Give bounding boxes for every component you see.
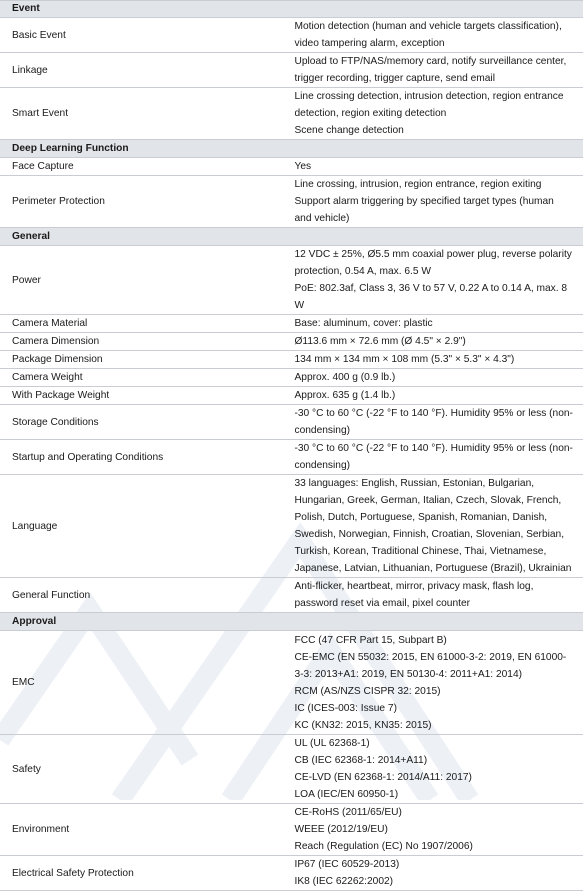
top-border xyxy=(0,0,583,1)
spec-label: Safety xyxy=(0,735,292,804)
spec-label: Package Dimension xyxy=(0,351,292,369)
spec-value-line: WEEE (2012/19/EU) xyxy=(295,821,574,838)
spec-value-line: Upload to FTP/NAS/memory card, notify surveillance center, trigger recording, trigger capture, send email xyxy=(295,53,574,87)
spec-label: Camera Material xyxy=(0,315,292,333)
spec-row xyxy=(0,631,583,735)
spec-value-line: FCC (47 CFR Part 15, Subpart B) xyxy=(295,632,574,649)
spec-value-line: Anti-flicker, heartbeat, mirror, privacy mask, flash log, password reset via email, pixel counter xyxy=(295,578,574,612)
spec-value xyxy=(292,246,583,315)
spec-value-line: RCM (AS/NZS CISPR 32: 2015) xyxy=(295,683,574,700)
spec-label: Environment xyxy=(0,804,292,856)
spec-value-line: Motion detection (human and vehicle targets classification), video tampering alarm, exception xyxy=(295,18,574,52)
spec-row xyxy=(0,475,583,578)
spec-value-line: Scene change detection xyxy=(295,122,574,139)
spec-value xyxy=(292,176,583,228)
section-title: Approval xyxy=(0,613,583,631)
spec-value xyxy=(292,351,583,369)
spec-row xyxy=(0,88,583,140)
spec-row xyxy=(0,369,583,387)
spec-value xyxy=(292,18,583,53)
spec-value xyxy=(292,856,583,891)
spec-value-line: 134 mm × 134 mm × 108 mm (5.3" × 5.3" × 4.3") xyxy=(295,351,574,368)
spec-value-line: Line crossing detection, intrusion detection, region entrance detection, region exiting detection xyxy=(295,88,574,122)
spec-label: Storage Conditions xyxy=(0,405,292,440)
spec-value-line: IP67 (IEC 60529-2013) xyxy=(295,856,574,873)
spec-row xyxy=(0,804,583,856)
spec-row xyxy=(0,53,583,88)
spec-value-line: LOA (IEC/EN 60950-1) xyxy=(295,786,574,803)
spec-value-line: Line crossing, intrusion, region entrance, region exiting xyxy=(295,176,574,193)
spec-value-line: Approx. 635 g (1.4 lb.) xyxy=(295,387,574,404)
spec-row xyxy=(0,405,583,440)
spec-value-line: KC (KN32: 2015, KN35: 2015) xyxy=(295,717,574,734)
spec-value-line: Reach (Regulation (EC) No 1907/2006) xyxy=(295,838,574,855)
spec-value xyxy=(292,315,583,333)
spec-value-line: UL (UL 62368-1) xyxy=(295,735,574,752)
spec-row xyxy=(0,351,583,369)
spec-value xyxy=(292,88,583,140)
spec-value-line: -30 °C to 60 °C (-22 °F to 140 °F). Humidity 95% or less (non-condensing) xyxy=(295,440,574,474)
spec-value-line: 12 VDC ± 25%, Ø5.5 mm coaxial power plug, reverse polarity protection, 0.54 A, max. 6.5 W xyxy=(295,246,574,280)
spec-value xyxy=(292,53,583,88)
section-header xyxy=(0,0,583,18)
spec-value xyxy=(292,804,583,856)
spec-label: Face Capture xyxy=(0,158,292,176)
spec-label: EMC xyxy=(0,631,292,735)
spec-value-line: IK8 (IEC 62262:2002) xyxy=(295,873,574,890)
spec-value xyxy=(292,387,583,405)
spec-value-line: CE-EMC (EN 55032: 2015, EN 61000-3-2: 2019, EN 61000-3-3: 2013+A1: 2019, EN 50130-4: 2011+A1: 2014) xyxy=(295,649,574,683)
spec-row xyxy=(0,158,583,176)
spec-label: General Function xyxy=(0,578,292,613)
spec-value-line: Yes xyxy=(295,158,574,175)
spec-row xyxy=(0,440,583,475)
spec-label: Smart Event xyxy=(0,88,292,140)
spec-value-line: IC (ICES-003: Issue 7) xyxy=(295,700,574,717)
spec-row xyxy=(0,315,583,333)
spec-label: Camera Dimension xyxy=(0,333,292,351)
section-header xyxy=(0,613,583,631)
spec-value xyxy=(292,158,583,176)
spec-value-line: 33 languages: English, Russian, Estonian, Bulgarian, Hungarian, Greek, German, Italian, Czech, Slovak, French, Polish, Dutch, Portuguese, Spanish, Romanian, Danish, Swedish, Norwegian, Finnish, Croatian, Slovenian, Serbian, Turkish, Korean, Traditional Chinese, Thai, Vietnamese, Japanese, Latvian, Lithuanian, Portuguese (Brazil), Ukrainian xyxy=(295,475,574,577)
spec-label: Electrical Safety Protection xyxy=(0,856,292,891)
section-title: General xyxy=(0,228,583,246)
spec-value-line: -30 °C to 60 °C (-22 °F to 140 °F). Humidity 95% or less (non-condensing) xyxy=(295,405,574,439)
section-header xyxy=(0,140,583,158)
spec-value xyxy=(292,333,583,351)
spec-value xyxy=(292,440,583,475)
spec-value-line: Approx. 400 g (0.9 lb.) xyxy=(295,369,574,386)
spec-label: Language xyxy=(0,475,292,578)
spec-row xyxy=(0,246,583,315)
spec-row xyxy=(0,578,583,613)
spec-row xyxy=(0,176,583,228)
spec-row xyxy=(0,735,583,804)
spec-label: With Package Weight xyxy=(0,387,292,405)
spec-label: Perimeter Protection xyxy=(0,176,292,228)
section-header xyxy=(0,228,583,246)
spec-label: Basic Event xyxy=(0,18,292,53)
spec-value xyxy=(292,475,583,578)
spec-value-line: CE-LVD (EN 62368-1: 2014/A11: 2017) xyxy=(295,769,574,786)
spec-row xyxy=(0,856,583,891)
spec-label: Linkage xyxy=(0,53,292,88)
spec-row xyxy=(0,387,583,405)
spec-value-line: CB (IEC 62368-1: 2014+A11) xyxy=(295,752,574,769)
spec-value xyxy=(292,631,583,735)
spec-value-line: PoE: 802.3af, Class 3, 36 V to 57 V, 0.22 A to 0.14 A, max. 8 W xyxy=(295,280,574,314)
spec-label: Camera Weight xyxy=(0,369,292,387)
spec-value-line: Support alarm triggering by specified target types (human and vehicle) xyxy=(295,193,574,227)
spec-row xyxy=(0,333,583,351)
spec-value xyxy=(292,735,583,804)
spec-value-line: Ø113.6 mm × 72.6 mm (Ø 4.5" × 2.9") xyxy=(295,333,574,350)
spec-value-line: CE-RoHS (2011/65/EU) xyxy=(295,804,574,821)
spec-label: Power xyxy=(0,246,292,315)
spec-value xyxy=(292,578,583,613)
spec-label: Startup and Operating Conditions xyxy=(0,440,292,475)
spec-row xyxy=(0,18,583,53)
spec-value xyxy=(292,405,583,440)
spec-value xyxy=(292,369,583,387)
section-title: Deep Learning Function xyxy=(0,140,583,158)
spec-value-line: Base: aluminum, cover: plastic xyxy=(295,315,574,332)
section-title: Event xyxy=(0,0,583,18)
